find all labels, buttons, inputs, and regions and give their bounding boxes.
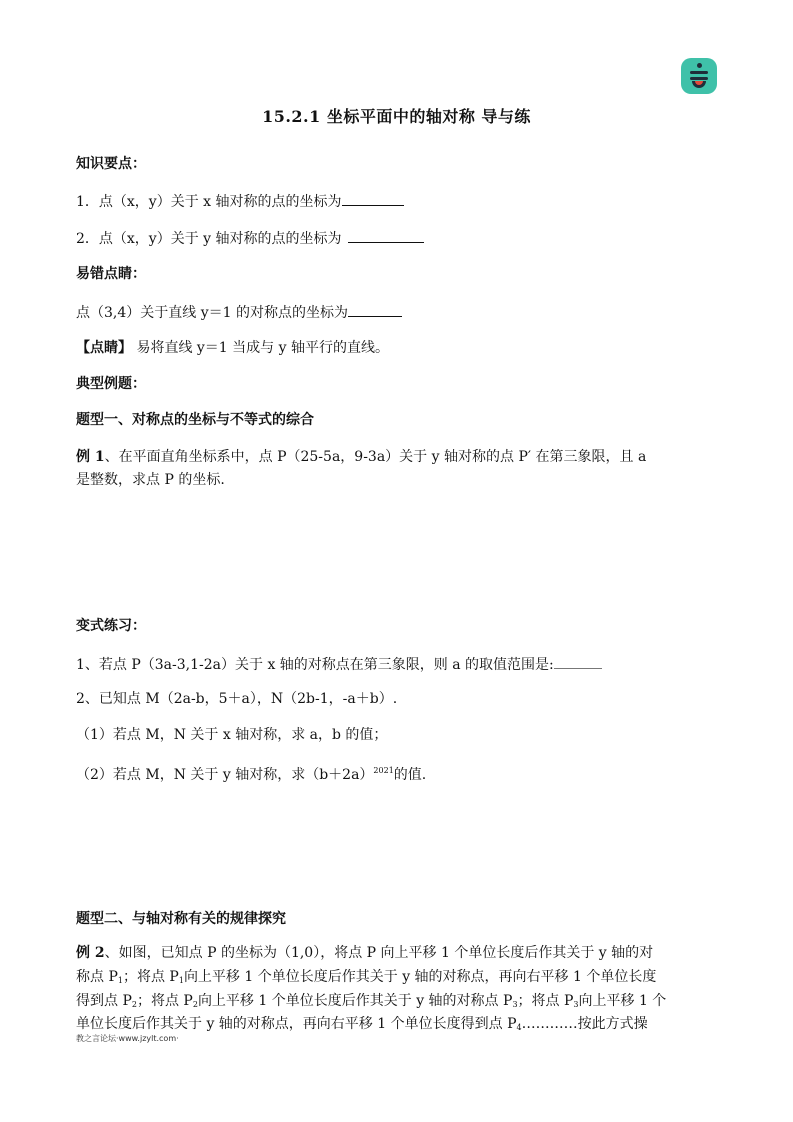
text-run: 向上平移 1 个 xyxy=(578,993,667,1009)
practice-q2-part1: （1）若点 M，N 关于 x 轴对称，求 a，b 的值； xyxy=(76,727,388,743)
subscript: 3 xyxy=(573,1000,579,1009)
subscript: 1 xyxy=(117,976,123,985)
practice-q2-part2 xyxy=(76,762,726,784)
pitfall-heading: 易错点睛： xyxy=(76,266,146,282)
text-run: ；将点 P xyxy=(122,969,179,985)
example-2-line-3 xyxy=(76,992,726,1014)
example-1-label: 例 1 xyxy=(76,449,105,465)
answer-blank[interactable] xyxy=(554,654,602,669)
text-run: 向上平移 1 个单位长度后作其关于 y 轴的对称点，再向右平移 1 个单位长度 xyxy=(183,969,657,985)
pitfall-note-label: 【点睛】 xyxy=(76,340,132,356)
example-2-label: 例 2 xyxy=(76,945,105,961)
subscript: 2 xyxy=(192,1000,198,1009)
examples-heading: 典型例题： xyxy=(76,376,146,392)
footer-watermark: 教之言论坛·www.jzylt.com· xyxy=(76,1034,179,1043)
practice-heading: 变式练习： xyxy=(76,618,146,634)
subscript: 2 xyxy=(131,1000,137,1009)
type2-heading: 题型二、与轴对称有关的规律探究 xyxy=(76,911,286,927)
text-run: …………按此方式操 xyxy=(521,1016,648,1032)
knowledge-heading: 知识要点： xyxy=(76,156,146,172)
answer-blank[interactable] xyxy=(342,191,404,206)
text-run: 称点 P xyxy=(76,969,118,985)
practice-q2-part2-post: 的值. xyxy=(393,767,427,783)
logo-bar xyxy=(690,71,708,74)
pitfall-question-text: 点（3,4）关于直线 y＝1 的对称点的坐标为 xyxy=(76,305,348,321)
practice-q1 xyxy=(76,654,726,674)
page-title: 15.2.1 坐标平面中的轴对称 导与练 xyxy=(262,107,531,126)
subscript: 1 xyxy=(178,976,184,985)
practice-q2: 2、已知点 M（2a-b，5＋a），N（2b-1，-a＋b）. xyxy=(76,691,398,707)
pitfall-note xyxy=(76,339,726,357)
knowledge-item-2 xyxy=(76,228,726,248)
subscript: 3 xyxy=(512,1000,518,1009)
site-logo-icon xyxy=(681,58,717,94)
exponent: 2021 xyxy=(373,766,394,775)
text-run: ；将点 P xyxy=(517,993,574,1009)
answer-blank[interactable] xyxy=(348,302,402,317)
subscript: 4 xyxy=(516,1023,522,1032)
example-1-line-1 xyxy=(76,448,726,466)
knowledge-item-1-text: 1．点（x，y）关于 x 轴对称的点的坐标为 xyxy=(76,194,342,210)
logo-smile xyxy=(692,81,706,88)
type1-heading: 题型一、对称点的坐标与不等式的综合 xyxy=(76,412,314,428)
answer-blank[interactable] xyxy=(348,228,424,243)
logo-dot xyxy=(697,63,702,68)
example-1-line-2: 是整数，求点 P 的坐标. xyxy=(76,472,225,488)
logo-bar xyxy=(690,77,708,80)
example-1-text-1: 、在平面直角坐标系中，点 P（25-5a，9-3a）关于 y 轴对称的点 P′ 在第三象限，且 a xyxy=(104,449,647,465)
practice-q1-text: 1、若点 P（3a-3,1-2a）关于 x 轴的对称点在第三象限，则 a 的取值范围是: xyxy=(76,657,554,673)
example-2-text-1: 、如图，已知点 P 的坐标为（1,0），将点 P 向上平移 1 个单位长度后作其关于 y 轴的对 xyxy=(104,945,654,961)
example-2-line-1 xyxy=(76,944,726,962)
text-run: 得到点 P xyxy=(76,993,132,1009)
knowledge-item-2-text: 2．点（x，y）关于 y 轴对称的点的坐标为 xyxy=(76,231,342,247)
text-run: 向上平移 1 个单位长度后作其关于 y 轴的对称点 P xyxy=(197,993,513,1009)
text-run: 单位长度后作其关于 y 轴的对称点，再向右平移 1 个单位长度得到点 P xyxy=(76,1016,517,1032)
text-run: ；将点 P xyxy=(136,993,193,1009)
example-2-line-2 xyxy=(76,968,726,990)
pitfall-note-text: 易将直线 y＝1 当成与 y 轴平行的直线。 xyxy=(132,340,389,356)
practice-q2-part2-pre: （2）若点 M，N 关于 y 轴对称，求（b＋2a） xyxy=(76,767,374,783)
pitfall-question xyxy=(76,302,726,322)
knowledge-item-1 xyxy=(76,191,726,211)
